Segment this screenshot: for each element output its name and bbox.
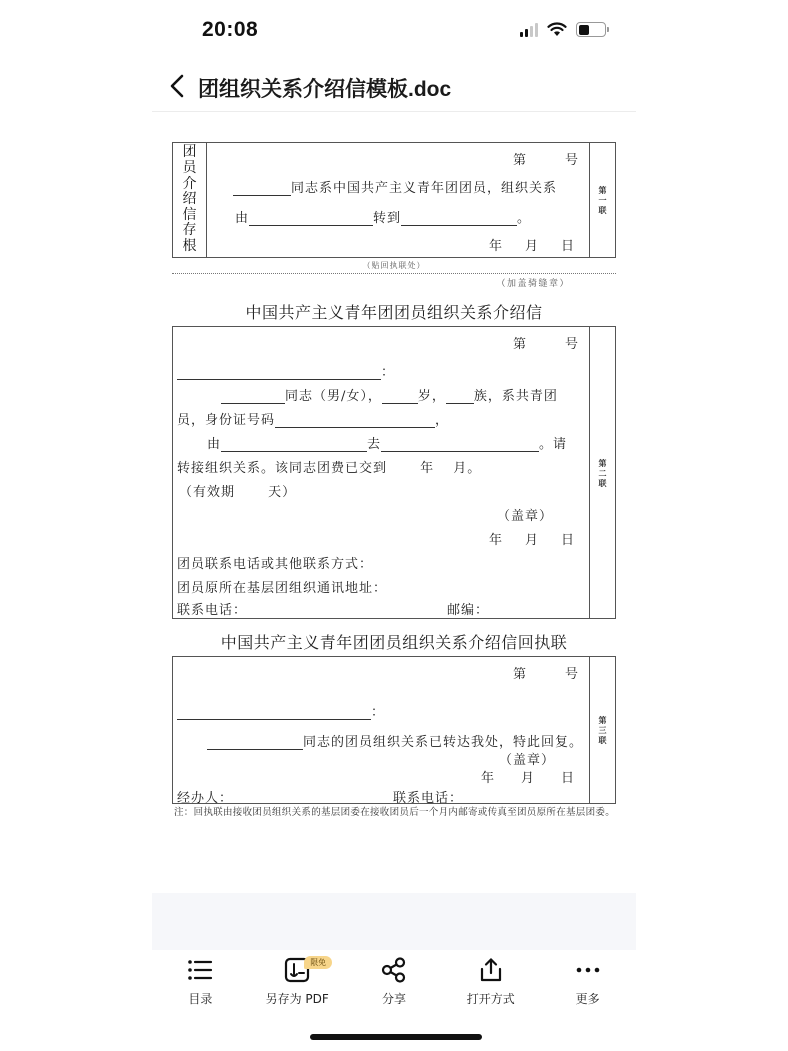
receipt-side-column <box>589 657 615 803</box>
letter-date: 年 月 日 <box>488 533 575 548</box>
receipt-recipient: ： <box>177 701 385 720</box>
letter-line-4: 转接组织关系。该同志团费已交到 年 月。 <box>177 461 482 476</box>
perforation-line <box>172 273 616 274</box>
letter-number: 第 号 <box>512 337 579 352</box>
letter-side-column <box>589 327 615 618</box>
receipt-handler: 经办人： <box>177 791 234 806</box>
nav-bar <box>152 62 636 112</box>
toolbar-share-label: 分享 <box>381 992 406 1006</box>
content-bottom-area <box>152 893 636 950</box>
toolbar-contents-label: 目录 <box>188 992 213 1006</box>
toolbar-more-label: 更多 <box>575 992 600 1006</box>
letter-line-2: 员，身份证号码 ， <box>177 413 450 428</box>
list-icon <box>186 956 214 984</box>
wifi-icon <box>547 22 567 37</box>
toolbar-save-pdf-button[interactable] <box>252 956 342 1007</box>
letter-postcode: 邮编： <box>447 603 490 618</box>
signal-icon <box>520 23 538 37</box>
letter-validity: （有效期 天） <box>179 485 297 500</box>
letter-form <box>172 326 616 619</box>
stub-form <box>172 142 616 258</box>
letter-title: 中国共产主义青年团团员组织关系介绍信 <box>245 303 543 322</box>
letter-recipient: ： <box>177 361 395 380</box>
more-icon <box>574 956 602 984</box>
status-time: 20:08 <box>202 18 259 41</box>
receipt-line-1: 同志的团员组织关系已转达我处，特此回复。 <box>207 731 583 750</box>
share-icon <box>380 956 408 984</box>
letter-line-1: 同志（男/女）， 岁， 族，系共青团 <box>221 385 558 404</box>
toolbar-open-with-button[interactable] <box>446 956 536 1007</box>
stub-left-label: 团员介绍信存根 <box>182 144 197 254</box>
toolbar-save-pdf-label: 另存为 PDF <box>265 992 329 1006</box>
toolbar-open-with-label: 打开方式 <box>466 992 515 1006</box>
stub-side-column <box>589 143 615 257</box>
letter-stamp: （盖章） <box>496 509 553 524</box>
home-indicator[interactable] <box>310 1034 482 1040</box>
receipt-stamp: （盖章） <box>498 753 555 768</box>
side-label-third: 第三联 <box>598 715 607 745</box>
side-label-first: 第一联 <box>598 185 607 215</box>
receipt-form <box>172 656 616 804</box>
toolbar-more-button[interactable] <box>543 956 633 1007</box>
receipt-phone: 联系电话： <box>393 791 464 806</box>
stub-left-column <box>173 143 207 257</box>
stub-number: 第 号 <box>512 153 579 168</box>
toolbar-contents-button[interactable] <box>155 956 245 1007</box>
phone-screen <box>152 0 636 1051</box>
paste-note: （贴回执联处） <box>362 261 426 270</box>
receipt-number: 第 号 <box>512 667 579 682</box>
receipt-date: 年 月 日 <box>480 771 575 786</box>
back-chevron-icon[interactable] <box>166 72 190 100</box>
status-bar <box>152 0 636 60</box>
letter-address: 团员原所在基层团组织通讯地址： <box>177 581 388 596</box>
letter-contact: 团员联系电话或其他联系方式： <box>177 557 374 572</box>
stub-line-1: 同志系中国共产主义青年团团员，组织关系 <box>233 177 557 196</box>
seal-note: （加盖骑缝章） <box>496 279 570 289</box>
receipt-footnote: 注：回执联由接收团员组织关系的基层团委在接收团员后一个月内邮寄或传真至团员原所在基层团委。 <box>174 807 616 818</box>
document-title: 团组织关系介绍信模板.doc <box>198 78 452 101</box>
battery-icon <box>576 22 606 37</box>
status-icons <box>520 22 606 37</box>
letter-line-3: 由 去 。请 <box>207 437 568 452</box>
side-label-second: 第二联 <box>598 457 607 488</box>
open-with-icon <box>477 956 505 984</box>
toolbar-share-button[interactable] <box>349 956 439 1007</box>
receipt-title: 中国共产主义青年团团员组织关系介绍信回执联 <box>220 633 568 652</box>
stub-line-2: 由 转到 。 <box>235 211 532 226</box>
document-page[interactable] <box>152 128 636 893</box>
stub-date: 年 月 日 <box>488 239 575 254</box>
bottom-toolbar <box>152 950 636 1012</box>
free-badge: 限免 <box>304 956 332 969</box>
letter-phone: 联系电话： <box>177 603 248 618</box>
